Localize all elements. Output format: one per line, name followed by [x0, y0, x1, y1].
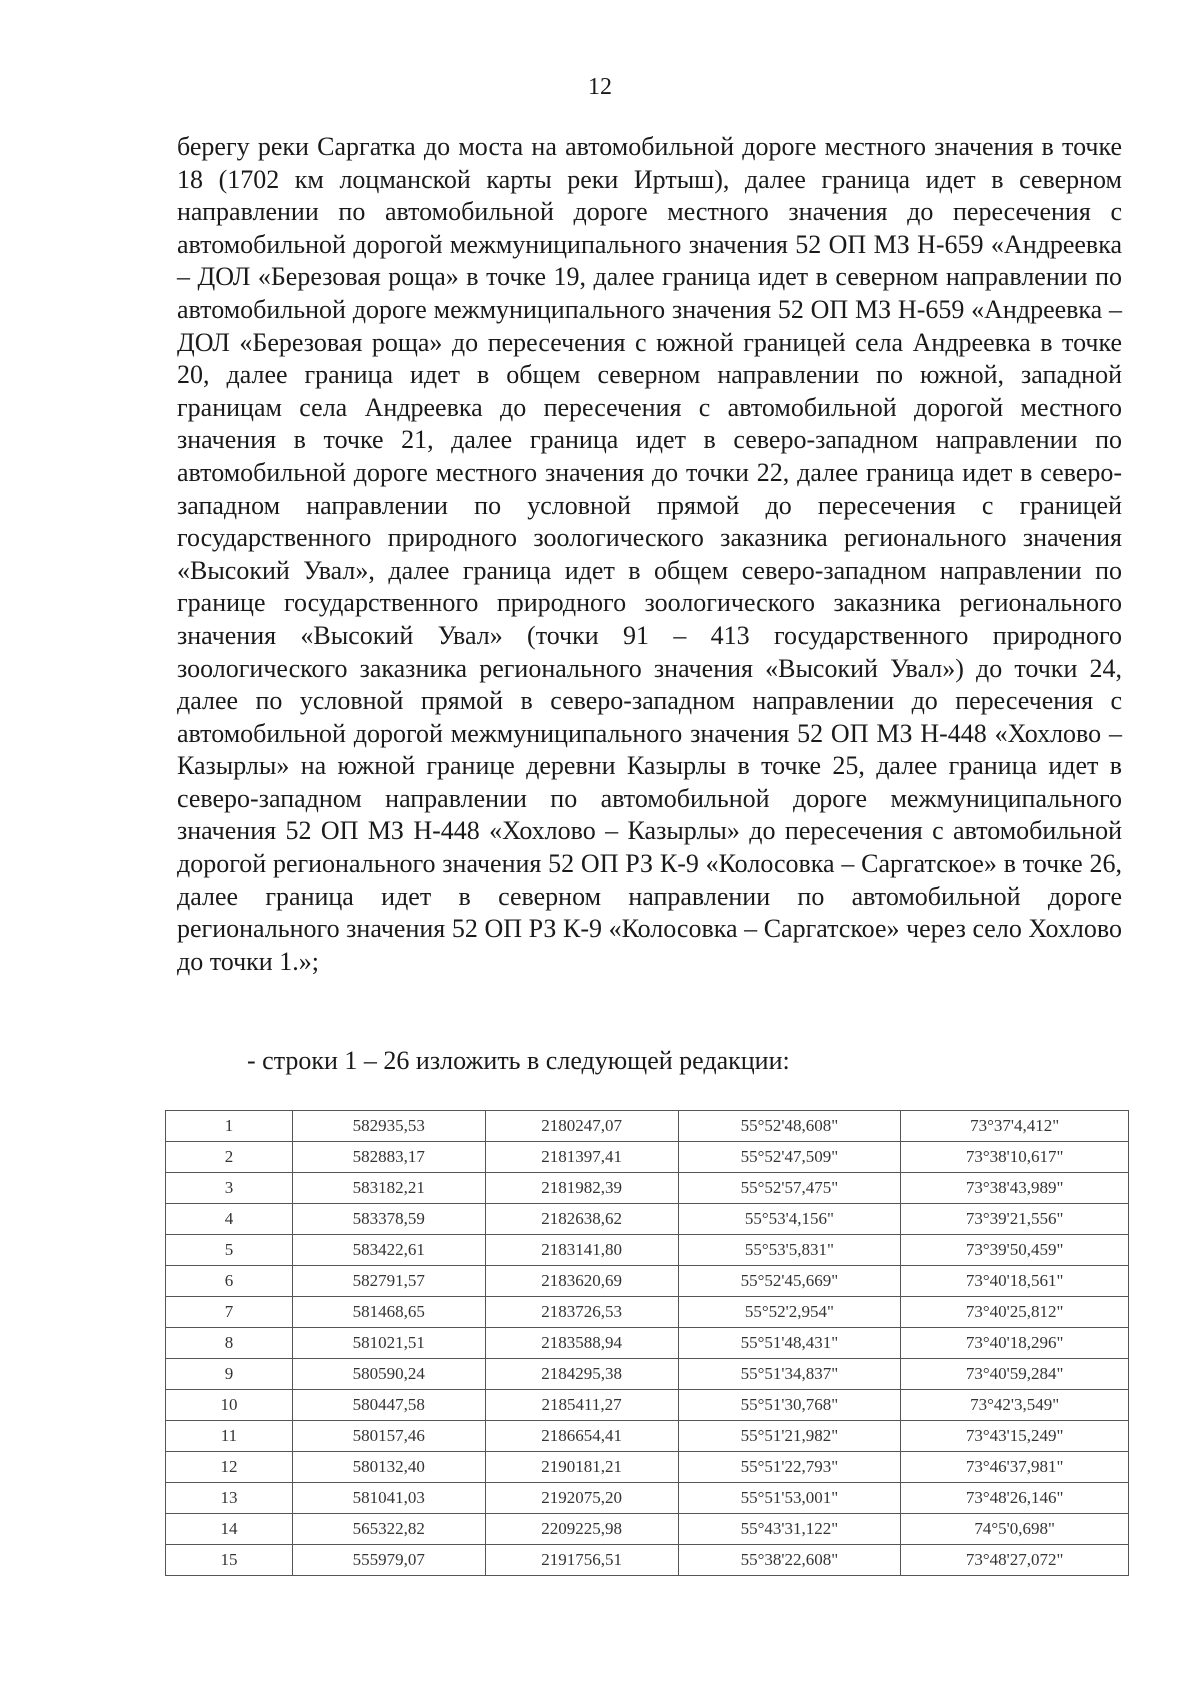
longitude-cell: 73°40'18,561": [901, 1266, 1129, 1297]
x-coordinate-cell: 580447,58: [292, 1390, 485, 1421]
latitude-cell: 55°51'22,793": [678, 1452, 901, 1483]
y-coordinate-cell: 2180247,07: [485, 1111, 678, 1142]
table-row: [166, 1452, 1129, 1483]
coordinates-table-body: [166, 1111, 1129, 1576]
latitude-cell: 55°52'45,669": [678, 1266, 901, 1297]
longitude-cell: 73°39'50,459": [901, 1235, 1129, 1266]
latitude-cell: 55°38'22,608": [678, 1545, 901, 1576]
y-coordinate-cell: 2184295,38: [485, 1359, 678, 1390]
longitude-cell: 73°38'10,617": [901, 1142, 1129, 1173]
x-coordinate-cell: 581468,65: [292, 1297, 485, 1328]
table-row: [166, 1111, 1129, 1142]
point-number-cell: 14: [166, 1514, 293, 1545]
table-row: [166, 1297, 1129, 1328]
longitude-cell: 73°37'4,412": [901, 1111, 1129, 1142]
latitude-cell: 55°43'31,122": [678, 1514, 901, 1545]
latitude-cell: 55°52'48,608": [678, 1111, 901, 1142]
table-row: [166, 1421, 1129, 1452]
table-row: [166, 1266, 1129, 1297]
body-paragraph: [177, 131, 1122, 978]
y-coordinate-cell: 2183620,69: [485, 1266, 678, 1297]
x-coordinate-cell: 580157,46: [292, 1421, 485, 1452]
x-coordinate-cell: 580132,40: [292, 1452, 485, 1483]
latitude-cell: 55°53'5,831": [678, 1235, 901, 1266]
table-row: [166, 1173, 1129, 1204]
longitude-cell: 73°40'59,284": [901, 1359, 1129, 1390]
table-row: [166, 1328, 1129, 1359]
latitude-cell: 55°51'21,982": [678, 1421, 901, 1452]
y-coordinate-cell: 2181982,39: [485, 1173, 678, 1204]
longitude-cell: 73°48'26,146": [901, 1483, 1129, 1514]
table-row: [166, 1142, 1129, 1173]
point-number-cell: 1: [166, 1111, 293, 1142]
point-number-cell: 11: [166, 1421, 293, 1452]
x-coordinate-cell: 580590,24: [292, 1359, 485, 1390]
latitude-cell: 55°52'57,475": [678, 1173, 901, 1204]
page-number: 12: [588, 74, 612, 100]
point-number-cell: 2: [166, 1142, 293, 1173]
y-coordinate-cell: 2183726,53: [485, 1297, 678, 1328]
latitude-cell: 55°51'53,001": [678, 1483, 901, 1514]
longitude-cell: 73°39'21,556": [901, 1204, 1129, 1235]
longitude-cell: 73°38'43,989": [901, 1173, 1129, 1204]
latitude-cell: 55°51'30,768": [678, 1390, 901, 1421]
y-coordinate-cell: 2181397,41: [485, 1142, 678, 1173]
y-coordinate-cell: 2185411,27: [485, 1390, 678, 1421]
table-row: [166, 1514, 1129, 1545]
table-row: [166, 1483, 1129, 1514]
latitude-cell: 55°53'4,156": [678, 1204, 901, 1235]
x-coordinate-cell: 582883,17: [292, 1142, 485, 1173]
y-coordinate-cell: 2209225,98: [485, 1514, 678, 1545]
point-number-cell: 12: [166, 1452, 293, 1483]
x-coordinate-cell: 583182,21: [292, 1173, 485, 1204]
x-coordinate-cell: 581021,51: [292, 1328, 485, 1359]
point-number-cell: 15: [166, 1545, 293, 1576]
point-number-cell: 6: [166, 1266, 293, 1297]
x-coordinate-cell: 582935,53: [292, 1111, 485, 1142]
latitude-cell: 55°52'2,954": [678, 1297, 901, 1328]
longitude-cell: 74°5'0,698": [901, 1514, 1129, 1545]
longitude-cell: 73°43'15,249": [901, 1421, 1129, 1452]
table-row: [166, 1390, 1129, 1421]
longitude-cell: 73°40'25,812": [901, 1297, 1129, 1328]
coordinates-table: [165, 1110, 1129, 1576]
table-intro-line: - строки 1 – 26 изложить в следующей редакции:: [247, 1046, 790, 1075]
x-coordinate-cell: 565322,82: [292, 1514, 485, 1545]
paragraph-text: берегу реки Саргатка до моста на автомобильной дороге местного значения в точке 18 (1702 км лоцманской карты реки Иртыш), далее граница идет в северном направлении по автомобильной дороге местного значения до пересечения с автомобильной дорогой межмуниципального значения 52 ОП МЗ Н-659 «Андреевка – ДОЛ «Березовая роща» в точке 19, далее граница идет в северном направлении по автомобильной дороге межмуниципального значения 52 ОП МЗ Н-659 «Андреевка – ДОЛ «Березовая роща» до пересечения с южной границей села Андреевка в точке 20, далее граница идет в общем северном направлении по южной, западной границам села Андреевка до пересечения с автомобильной дорогой местного значения в точке 21, далее граница идет в северо-западном направлении по автомобильной дороге местного значения до точки 22, далее граница идет в северо-западном направлении по условной прямой до пересечения с границей государственного природного зоологического заказника регионального значения «Высокий Увал», далее граница идет в общем северо-западном направлении по границе государственного природного зоологического заказника регионального значения «Высокий Увал» (точки 91 – 413 государственного природного зоологического заказника регионального значения «Высокий Увал») до точки 24, далее по условной прямой в северо-западном направлении до пересечения с автомобильной дорогой межмуниципального значения 52 ОП МЗ Н-448 «Хохлово – Казырлы» на южной границе деревни Казырлы в точке 25, далее граница идет в северо-западном направлении по автомобильной дороге межмуниципального значения 52 ОП МЗ Н-448 «Хохлово – Казырлы» до пересечения с автомобильной дорогой регионального значения 52 ОП РЗ К-9 «Колосовка – Саргатское» в точке 26, далее граница идет в северном направлении по автомобильной дороге регионального значения 52 ОП РЗ К-9 «Колосовка – Саргатское» через село Хохлово до точки 1.»;: [177, 132, 1122, 976]
point-number-cell: 13: [166, 1483, 293, 1514]
table-row: [166, 1204, 1129, 1235]
point-number-cell: 3: [166, 1173, 293, 1204]
point-number-cell: 4: [166, 1204, 293, 1235]
point-number-cell: 10: [166, 1390, 293, 1421]
point-number-cell: 7: [166, 1297, 293, 1328]
point-number-cell: 8: [166, 1328, 293, 1359]
latitude-cell: 55°51'34,837": [678, 1359, 901, 1390]
longitude-cell: 73°42'3,549": [901, 1390, 1129, 1421]
point-number-cell: 9: [166, 1359, 293, 1390]
table-row: [166, 1545, 1129, 1576]
y-coordinate-cell: 2190181,21: [485, 1452, 678, 1483]
latitude-cell: 55°52'47,509": [678, 1142, 901, 1173]
longitude-cell: 73°40'18,296": [901, 1328, 1129, 1359]
y-coordinate-cell: 2191756,51: [485, 1545, 678, 1576]
longitude-cell: 73°46'37,981": [901, 1452, 1129, 1483]
y-coordinate-cell: 2183141,80: [485, 1235, 678, 1266]
point-number-cell: 5: [166, 1235, 293, 1266]
latitude-cell: 55°51'48,431": [678, 1328, 901, 1359]
y-coordinate-cell: 2183588,94: [485, 1328, 678, 1359]
x-coordinate-cell: 583422,61: [292, 1235, 485, 1266]
x-coordinate-cell: 581041,03: [292, 1483, 485, 1514]
table-row: [166, 1359, 1129, 1390]
x-coordinate-cell: 582791,57: [292, 1266, 485, 1297]
y-coordinate-cell: 2182638,62: [485, 1204, 678, 1235]
longitude-cell: 73°48'27,072": [901, 1545, 1129, 1576]
y-coordinate-cell: 2192075,20: [485, 1483, 678, 1514]
x-coordinate-cell: 555979,07: [292, 1545, 485, 1576]
x-coordinate-cell: 583378,59: [292, 1204, 485, 1235]
table-row: [166, 1235, 1129, 1266]
y-coordinate-cell: 2186654,41: [485, 1421, 678, 1452]
